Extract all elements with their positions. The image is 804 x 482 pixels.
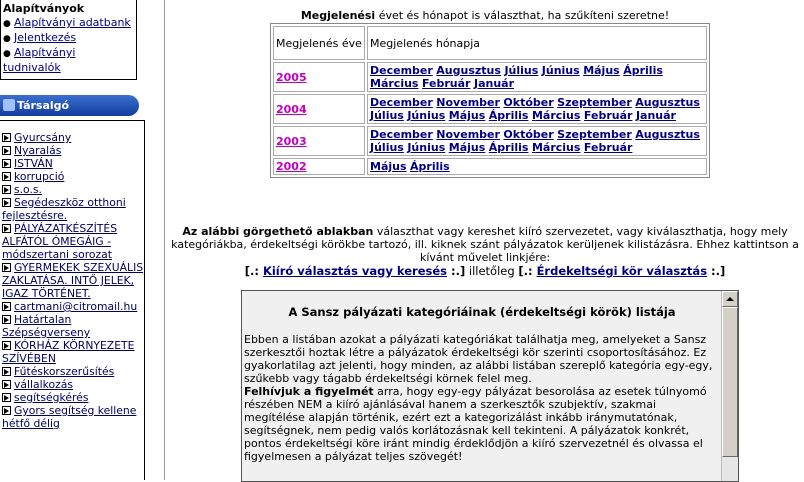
forum-topic-link[interactable]: s.o.s. xyxy=(14,183,42,196)
arrow-icon xyxy=(2,185,11,194)
description-text: választhat vagy kereshet kiíró szervezetet, vagy kiválaszthatja, hogy mely kategóriákba, érdekeltségi körökbe tartozó, ill. kiknek szánt pályázatok kerüljenek kilistázásra. Ehhez kattintson a kívánt művelet linkjére: xyxy=(171,225,799,264)
foundation-database-link[interactable]: Alapítványi adatbank xyxy=(14,16,131,29)
arrow-icon xyxy=(2,393,11,402)
forum-topic-item[interactable] xyxy=(2,339,144,365)
foundations-box xyxy=(0,0,137,80)
forum-topic-link[interactable]: Fűtéskorszerűsítés xyxy=(14,365,115,378)
category-para1: Ebben a listában azokat a pályázati kategóriákat találhatja meg, amelyeket a Sansz szerkesztői hoztak létre a pályázatok érdekeltségi kör szerinti csoportosításához. Ez gyakorlatilag azt jelenti, hogy minden, az alábbi listában szereplő kategória egy-egy, szűkebb vagy tágabb érdekeltségi körnek felel meg. xyxy=(244,333,713,385)
col-header-month: Megjelenés hónapja xyxy=(367,26,707,60)
forum-topic-link[interactable]: Határtalan Szépségverseny xyxy=(2,313,91,339)
forum-topic-item[interactable] xyxy=(2,404,144,430)
forum-topic-link[interactable]: Gyors segítség kellene hétfő délig xyxy=(2,404,137,430)
year-cell xyxy=(273,126,365,156)
year-link[interactable]: 2005 xyxy=(276,70,307,84)
category-scroll-content xyxy=(242,291,722,481)
arrow-icon xyxy=(2,172,11,181)
forum-topic-link[interactable]: PÁLYÁZATKÉSZÍTÉS ALFÁTÓL ÓMEGÁIG - módszertani sorozat xyxy=(2,222,118,261)
month-link[interactable]: Szeptember xyxy=(557,96,632,109)
month-link[interactable]: December xyxy=(370,128,433,141)
bracket-close: :.] xyxy=(447,264,466,278)
month-link[interactable]: Június xyxy=(407,141,446,154)
month-link[interactable]: Július xyxy=(370,109,404,122)
month-link[interactable]: Május xyxy=(583,64,620,77)
arrow-icon xyxy=(2,380,11,389)
month-link[interactable]: Október xyxy=(503,96,554,109)
forum-topic-item[interactable] xyxy=(2,300,144,313)
month-link[interactable]: December xyxy=(370,96,433,109)
forum-topic-link[interactable]: Segédeszköz otthoni fejlesztésre. xyxy=(2,196,126,222)
forum-topic-link[interactable]: korrupció xyxy=(14,170,65,183)
month-link[interactable]: Augusztus xyxy=(635,96,700,109)
month-link[interactable]: Szeptember xyxy=(557,128,632,141)
arrow-icon xyxy=(2,367,11,376)
month-link[interactable]: December xyxy=(370,64,433,77)
month-cell xyxy=(367,126,707,156)
month-link[interactable]: November xyxy=(436,128,500,141)
arrow-icon xyxy=(2,159,11,168)
arrow-icon xyxy=(2,406,11,415)
col-header-year: Megjelenés éve xyxy=(273,26,365,60)
forum-topic-item[interactable] xyxy=(2,365,144,378)
forum-topic-link[interactable]: segítségkérés xyxy=(14,391,89,404)
bracket-close: :.] xyxy=(707,264,726,278)
vertical-scrollbar[interactable] xyxy=(721,291,738,481)
forum-topic-item[interactable] xyxy=(2,313,144,339)
arrow-icon xyxy=(2,263,11,272)
forum-topic-item[interactable] xyxy=(2,157,144,170)
year-cell xyxy=(273,158,365,175)
arrow-icon xyxy=(2,133,11,142)
category-para2-text: arra, hogy egy-egy pályázat besorolása az esetek túlnyomó részében NEM a kiíró ajánlásával hanem a szerkesztők szubjektív, szakmai megítélése alapján történik, ezért ezt a kategorizálást inkább iránymutatónak, segítségnek, nem pedig valós korlátozásnak kell tekinteni. A pályázatok konkrét, pontos érdekeltségi köre iránt mindig érdeklődjön a kiíró szervezetnél és olvassa el figyelmesen a pályázat teljes szövegét! xyxy=(244,385,707,463)
main-content xyxy=(164,0,804,480)
month-cell xyxy=(367,158,707,175)
year-cell xyxy=(273,62,365,92)
month-link[interactable]: Május xyxy=(448,109,486,122)
forum-topic-link[interactable]: Gyurcsány xyxy=(14,131,72,144)
category-list-title: A Sansz pályázati kategóriáinak (érdekeltségi körök) listája xyxy=(288,305,676,319)
month-link[interactable]: Október xyxy=(503,128,554,141)
month-link[interactable]: Június xyxy=(541,64,580,77)
forum-topic-link[interactable]: Nyaralás xyxy=(14,144,62,157)
foundation-info-link[interactable]: Alapítványi tudnivalók xyxy=(3,46,76,74)
month-link[interactable]: Március xyxy=(531,109,581,122)
scroll-thumb[interactable] xyxy=(722,307,738,457)
sidebar-item-foundation-info[interactable]: ● Alapítványi tudnivalók xyxy=(3,46,76,74)
month-link[interactable]: Május xyxy=(370,160,407,173)
year-row xyxy=(273,126,707,156)
year-link[interactable]: 2003 xyxy=(276,134,307,148)
month-link[interactable]: Július xyxy=(504,64,539,77)
month-cell xyxy=(367,62,707,92)
action-links xyxy=(165,264,804,278)
forum-topic-link[interactable]: vállalkozás xyxy=(14,378,74,391)
month-link[interactable]: Január xyxy=(473,77,515,90)
month-link[interactable]: Február xyxy=(583,109,633,122)
filter-hint-text: évet és hónapot is választhat, ha szűkíteni szeretne! xyxy=(375,9,670,22)
category-scroll-box[interactable] xyxy=(241,290,739,482)
forum-topic-link[interactable]: KÓRHÁZ KÖRNYEZETE SZÍVÉBEN xyxy=(2,339,135,365)
filter-hint-bold: Megjelenési xyxy=(300,9,376,22)
category-list-text xyxy=(244,333,720,463)
lounge-header xyxy=(0,95,139,116)
year-cell xyxy=(273,94,365,124)
bracket-open: [.: xyxy=(518,264,537,278)
lounge-icon xyxy=(3,99,15,111)
month-link[interactable]: Augusztus xyxy=(436,64,501,77)
month-link[interactable]: Január xyxy=(635,109,676,122)
description-bold: Az alábbi görgethető ablakban xyxy=(182,225,374,238)
arrow-icon xyxy=(2,302,11,311)
month-link[interactable]: Június xyxy=(407,109,446,122)
month-link[interactable]: Március xyxy=(531,141,581,154)
registration-link[interactable]: Jelentkezés xyxy=(14,31,77,44)
month-link[interactable]: Április xyxy=(410,160,450,173)
forum-topic-item[interactable] xyxy=(2,183,144,196)
forum-topic-item[interactable] xyxy=(2,391,144,404)
filter-hint xyxy=(165,9,804,22)
forum-topic-item[interactable] xyxy=(2,196,144,222)
year-row xyxy=(273,158,707,175)
forum-topic-item[interactable] xyxy=(2,222,144,261)
forum-topic-item[interactable] xyxy=(2,378,144,391)
forum-topic-item[interactable] xyxy=(2,131,144,144)
arrow-icon xyxy=(2,146,11,155)
forum-topic-link[interactable]: GYERMEKEK SZEXUÁLIS ZAKLATÁSA. INTŐ JELEK, IGAZ TÖRTÉNET. xyxy=(2,261,144,300)
month-link[interactable]: Július xyxy=(370,141,404,154)
year-link[interactable]: 2004 xyxy=(276,102,307,116)
category-para2-bold: Felhívjuk a figyelmét xyxy=(244,385,374,398)
forum-topic-item[interactable] xyxy=(2,170,144,183)
sidebar-item-foundation-database[interactable]: ● Alapítványi adatbank xyxy=(3,16,131,29)
month-link[interactable]: Augusztus xyxy=(635,128,700,141)
foundations-title: Alapítványok xyxy=(3,2,85,15)
month-link[interactable]: Március xyxy=(370,77,419,90)
lounge-label: Társalgó xyxy=(17,99,70,112)
sidebar-item-registration[interactable]: ● Jelentkezés xyxy=(3,31,77,44)
forum-topic-item[interactable] xyxy=(2,261,144,300)
bracket-open: [.: xyxy=(244,264,263,278)
arrow-icon xyxy=(2,198,11,207)
forum-topic-item[interactable] xyxy=(2,144,144,157)
left-sidebar xyxy=(0,0,145,480)
forum-topic-link[interactable]: cartmani@citromail.hu xyxy=(14,300,138,313)
links-separator: illetőleg xyxy=(465,264,519,278)
year-table-body xyxy=(273,62,707,175)
month-link[interactable]: Május xyxy=(448,141,486,154)
month-link[interactable]: November xyxy=(436,96,500,109)
arrow-icon xyxy=(2,224,11,233)
month-link[interactable]: Február xyxy=(421,77,471,90)
issuer-select-link[interactable]: Kiíró választás vagy keresés xyxy=(262,264,447,278)
month-link[interactable]: Április xyxy=(488,109,529,122)
forum-topic-list xyxy=(0,120,145,480)
forum-topic-link[interactable]: ISTVÁN xyxy=(14,157,53,170)
month-cell xyxy=(367,94,707,124)
year-row xyxy=(273,94,707,124)
month-link[interactable]: Február xyxy=(583,141,633,154)
year-row xyxy=(273,62,707,92)
arrow-icon xyxy=(2,341,11,350)
year-month-table xyxy=(270,23,710,178)
table-header-row xyxy=(273,26,707,60)
arrow-icon xyxy=(2,315,11,324)
year-link[interactable]: 2002 xyxy=(276,160,307,173)
listbox-description xyxy=(165,225,804,264)
month-link[interactable]: Április xyxy=(488,141,529,154)
scroll-up-button[interactable] xyxy=(722,291,738,307)
month-link[interactable]: Április xyxy=(623,64,663,77)
interest-select-link[interactable]: Érdekeltségi kör választás xyxy=(536,264,708,278)
